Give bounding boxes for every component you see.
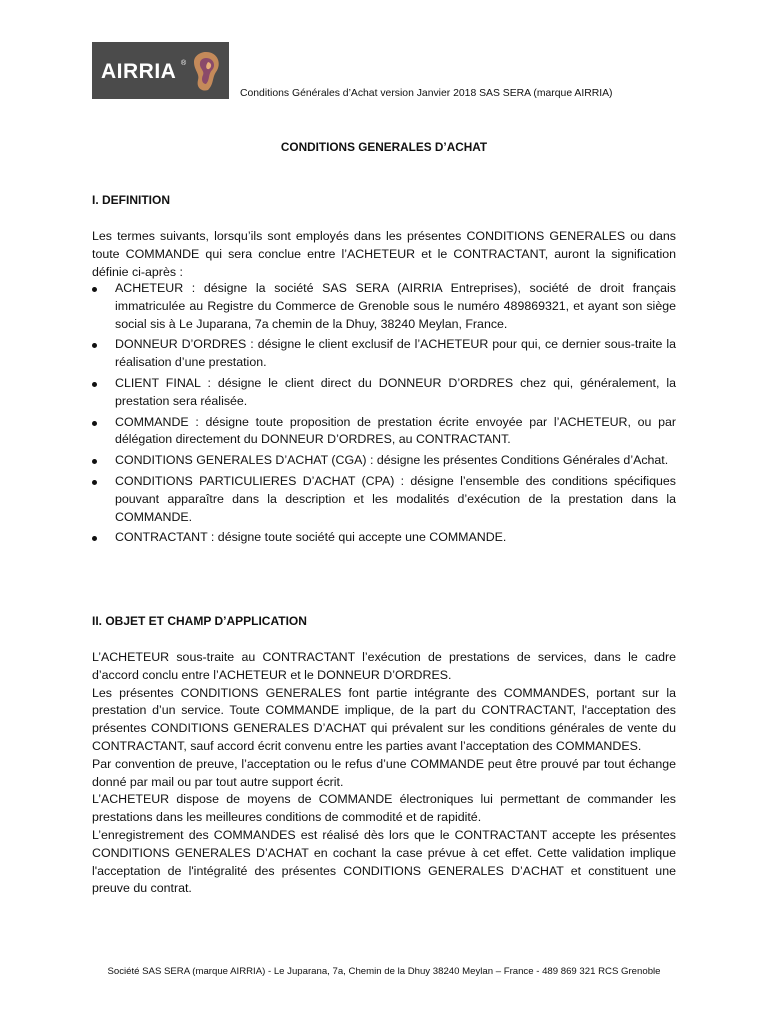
- list-item: [92, 452, 676, 470]
- objet-body: [92, 649, 676, 898]
- definition-intro: [92, 228, 676, 281]
- definition-cga: CONDITIONS GENERALES D’ACHAT (CGA) : désigne les présentes Conditions Générales d’Achat.: [115, 453, 669, 468]
- list-item: [92, 414, 676, 450]
- bullet-icon: [92, 287, 97, 292]
- airria-logo: [92, 42, 229, 99]
- objet-paragraph-2: Les présentes CONDITIONS GENERALES font partie intégrante des COMMANDES, portant sur la prestation d’un service. Toute COMMANDE implique, de la part du CONTRACTANT, l'acceptation des présentes CONDITIONS GENERALES D’ACHAT qui prévalent sur les conditions générales de vente du CONTRACTANT, sauf accord écrit convenu entre les parties avant l’acceptation des COMMANDES.: [92, 685, 676, 753]
- objet-paragraph-1: L’ACHETEUR sous-traite au CONTRACTANT l’exécution de prestations de services, dans le cadre d’accord conclu entre l’ACHETEUR et le DONNEUR D’ORDRES.: [92, 650, 676, 682]
- objet-paragraph-5: L’enregistrement des COMMANDES est réalisé dès lors que le CONTRACTANT accepte les présentes CONDITIONS GENERALES D’ACHAT en cochant la case prévue à cet effet. Cette validation implique l'acceptation de l'intégralité des présentes CONDITIONS GENERALES D’ACHAT et constituent une preuve du contrat.: [92, 827, 676, 896]
- definition-acheteur: ACHETEUR : désigne la société SAS SERA (AIRRIA Entreprises), société de droit français immatriculée au Registre du Commerce de Grenoble sous le numéro 489869321, et ayant son siège social sis à Le Juparana, 7a chemin de la Dhuy, 38240 Meylan, France.: [115, 281, 676, 331]
- objet-paragraph-3: Par convention de preuve, l’acceptation ou le refus d’une COMMANDE peut être prouvé par tout échange donné par mail ou par tout autre support écrit.: [92, 756, 676, 789]
- definition-cpa: CONDITIONS PARTICULIERES D’ACHAT (CPA) : désigne l’ensemble des conditions spécifiques pouvant apparaître dans la description et les modalités d’exécution de la prestation dans la COMMANDE.: [115, 473, 676, 524]
- header-version-note: Conditions Générales d’Achat version Janvier 2018 SAS SERA (marque AIRRIA): [240, 88, 613, 99]
- list-item: [92, 375, 676, 411]
- list-item: [92, 529, 676, 547]
- page-title: CONDITIONS GENERALES D’ACHAT: [280, 140, 488, 154]
- list-item: [92, 280, 676, 333]
- list-item: [92, 473, 676, 526]
- logo-swirl-icon: [188, 48, 224, 94]
- objet-paragraph-4: L’ACHETEUR dispose de moyens de COMMANDE électroniques lui permettant de commander les prestations dans les meilleures conditions de commodité et de rapidité.: [92, 792, 676, 825]
- bullet-icon: [92, 480, 97, 485]
- page-footer: Société SAS SERA (marque AIRRIA) - Le Juparana, 7a, Chemin de la Dhuy 38240 Meylan – France - 489 869 321 RCS Grenoble: [107, 966, 661, 977]
- bullet-icon: [92, 382, 97, 387]
- logo-registered-mark: ®: [181, 60, 187, 67]
- definition-donneur-ordres: DONNEUR D’ORDRES : désigne le client exclusif de l’ACHETEUR pour qui, ce dernier sous-traite la réalisation d’une prestation.: [115, 337, 676, 370]
- definition-intro-text: Les termes suivants, lorsqu’ils sont employés dans les présentes CONDITIONS GENERALES ou dans toute COMMANDE qui sera conclue entre l’ACHETEUR et le CONTRACTANT, auront la signification définie ci-après :: [92, 229, 676, 279]
- bullet-icon: [92, 459, 97, 464]
- bullet-icon: [92, 421, 97, 426]
- definition-client-final: CLIENT FINAL : désigne le client direct du DONNEUR D’ORDRES chez qui, généralement, la prestation sera réalisée.: [115, 375, 676, 408]
- definition-contractant: CONTRACTANT : désigne toute société qui accepte une COMMANDE.: [115, 530, 507, 545]
- section-heading-objet: II. OBJET ET CHAMP D’APPLICATION: [92, 614, 307, 628]
- definition-commande: COMMANDE : désigne toute proposition de prestation écrite envoyée par l’ACHETEUR, ou par délégation directement du DONNEUR D’ORDRES, au CONTRACTANT.: [115, 414, 676, 447]
- section-heading-definition: I. DEFINITION: [92, 193, 170, 207]
- bullet-icon: [92, 536, 97, 541]
- list-item: [92, 336, 676, 372]
- logo-text: AIRRIA: [101, 60, 177, 83]
- definitions-list: [92, 280, 676, 550]
- bullet-icon: [92, 343, 97, 348]
